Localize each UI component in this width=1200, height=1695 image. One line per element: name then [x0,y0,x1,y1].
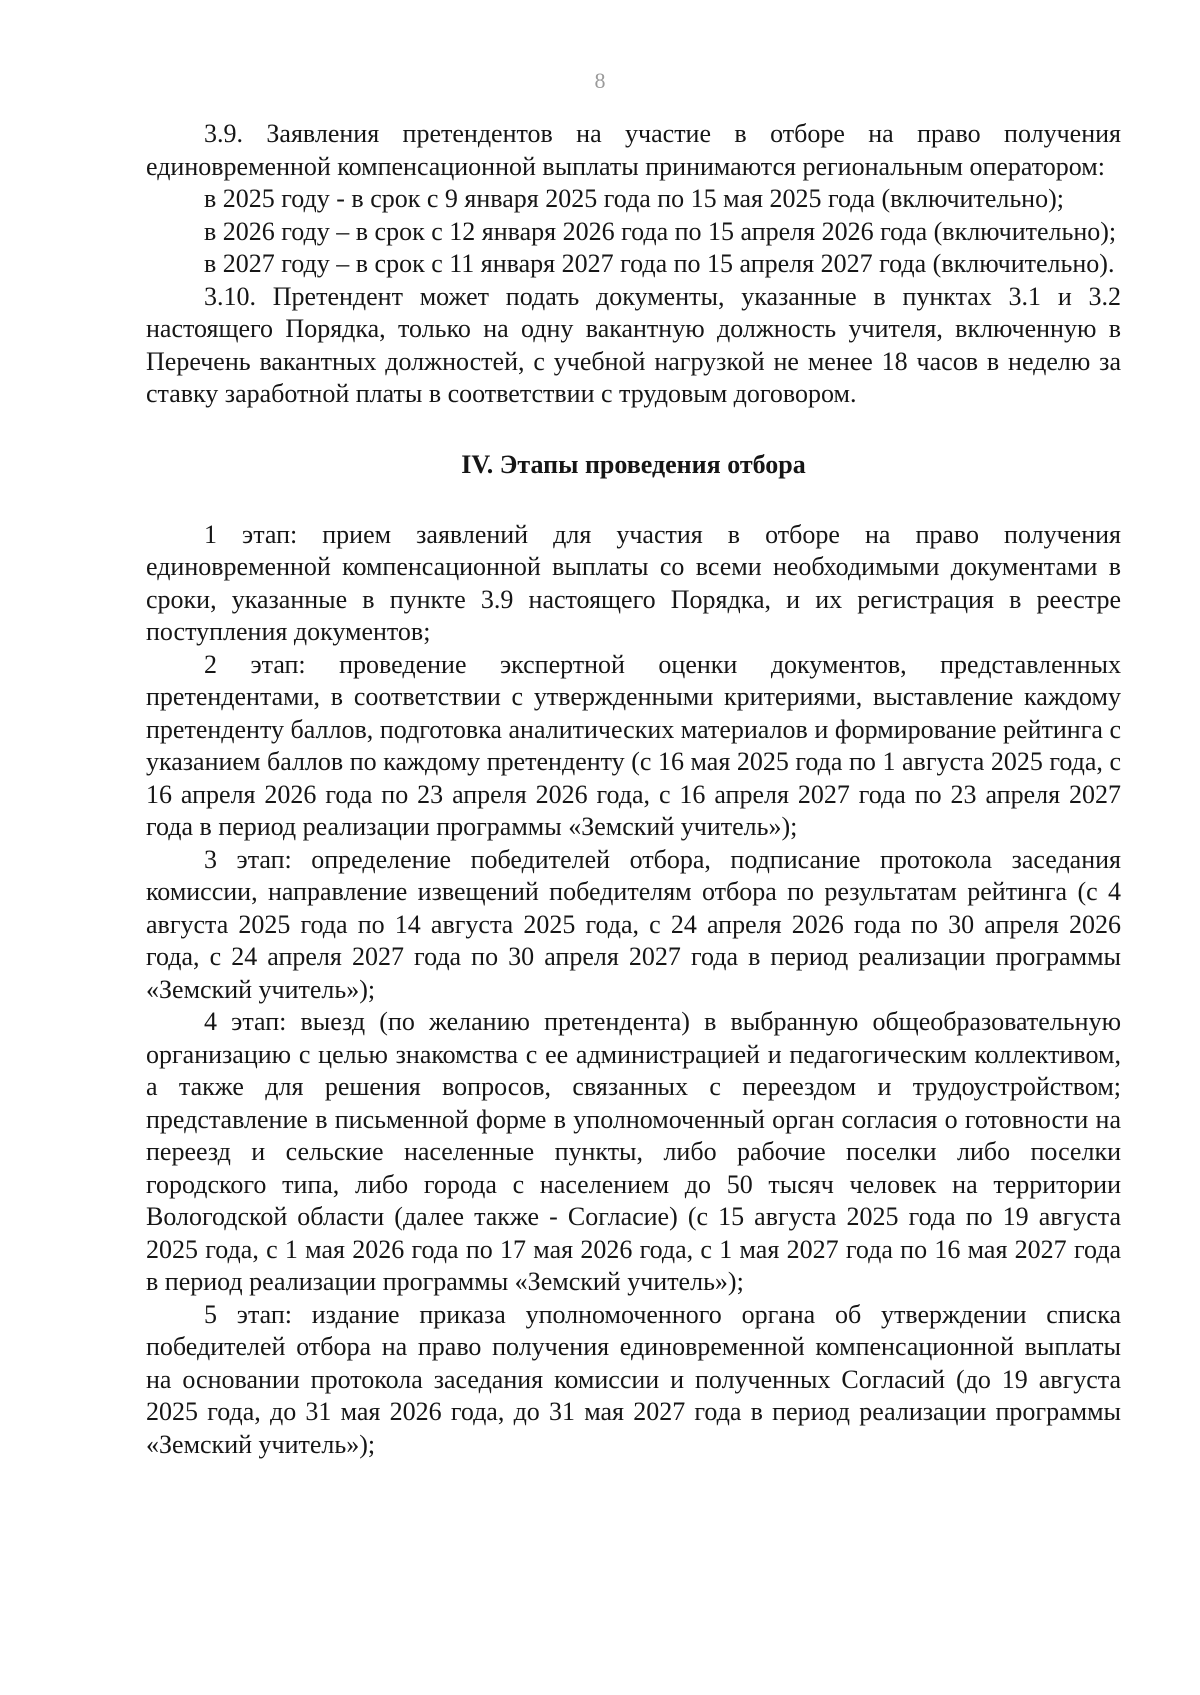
stage-2-paragraph: 2 этап: проведение экспертной оценки документов, представленных претендентами, в соответствии с утвержденными критериями, выставление каждому претенденту баллов, подготовка аналитических материалов и формирование рейтинга с указанием баллов по каждому претенденту (с 16 мая 2025 года по 1 августа 2025 года, с 16 апреля 2026 года по 23 апреля 2026 года, с 16 апреля 2027 года по 23 апреля 2027 года в период реализации программы «Земский учитель»); [146,649,1121,841]
paragraph-deadline-2027: в 2027 году – в срок с 11 января 2027 года по 15 апреля 2027 года (включительно). [204,249,1115,278]
document-body [146,118,1121,1461]
stage-3-paragraph: 3 этап: определение победителей отбора, подписание протокола заседания комиссии, направление извещений победителям отбора по результатам рейтинга (с 4 августа 2025 года по 14 августа 2025 года, с 24 апреля 2026 года по 30 апреля 2026 года, с 24 апреля 2027 года по 30 апреля 2027 года в период реализации программы «Земский учитель»); [146,844,1121,1004]
stage-1-paragraph: 1 этап: прием заявлений для участия в отборе на право получения единовременной компенсационной выплаты со всеми необходимыми документами в сроки, указанные в пункте 3.9 настоящего Порядка, и их регистрация в реестре поступления документов; [146,519,1121,646]
paragraph-deadline-2026: в 2026 году – в срок с 12 января 2026 года по 15 апреля 2026 года (включительно); [204,216,1117,246]
paragraph-3-9: 3.9. Заявления претендентов на участие в отборе на право получения единовременной компенсационной выплаты принимаются региональным оператором: [146,119,1121,181]
page-number: 8 [594,68,606,93]
stage-5-paragraph: 5 этап: издание приказа уполномоченного органа об утверждении списка победителей отбора на право получения единовременной компенсационной выплаты на основании протокола заседания комиссии и полученных Согласий (до 19 августа 2025 года, до 31 мая 2026 года, до 31 мая 2027 года в период реализации программы «Земский учитель»); [146,1299,1121,1459]
paragraph-deadline-2025: в 2025 году - в срок с 9 января 2025 года по 15 мая 2025 года (включительно); [204,184,1064,213]
stage-4-paragraph: 4 этап: выезд (по желанию претендента) в выбранную общеобразовательную организацию с целью знакомства с ее администрацией и педагогическим коллективом, а также для решения вопросов, связанных с переездом и трудоустройством; представление в письменной форме в уполномоченный орган согласия о готовности на переезд и сельские населенные пункты, либо рабочие поселки либо поселки городского типа, либо города с населением до 50 тысяч человек на территории Вологодской области (далее также - Согласие) (с 15 августа 2025 года по 19 августа 2025 года, с 1 мая 2026 года по 17 мая 2026 года, с 1 мая 2027 года по 16 мая 2027 года в период реализации программы «Земский учитель»); [146,1007,1121,1296]
paragraph-3-10: 3.10. Претендент может подать документы, указанные в пунктах 3.1 и 3.2 настоящего Порядка, только на одну вакантную должность учителя, включенную в Перечень вакантных должностей, с учебной нагрузкой не менее 18 часов в неделю за ставку заработной платы в соответствии с трудовым договором. [146,281,1121,408]
section-heading: IV. Этапы проведения отбора [461,449,806,479]
